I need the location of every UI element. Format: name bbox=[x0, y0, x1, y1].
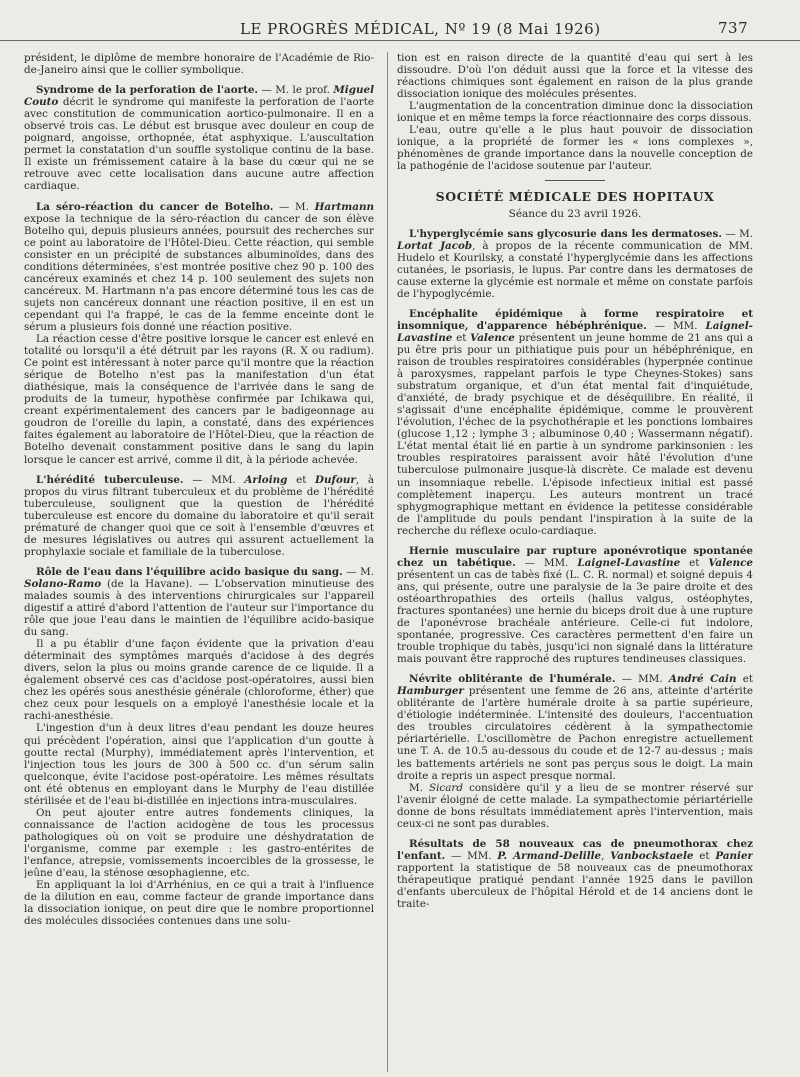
article-paragraph: On peut ajouter entre autres fondements cliniques, la connaissance de l'action acidogène de tous les processus pathologiques où on voit se produire une déshydratation de l'organisme, comme par exemple : les gastro-entérites de l'enfance, atrepsie, vomissements incoercibles de la grossesse, le jeûne d'eau, la sténose œsophagienne, etc. bbox=[24, 806, 374, 880]
article-body: considère qu'il y a lieu de se montrer réservé sur l'avenir éloigné de cette malade. La sympathectomie périartérielle donne de bons résultats immédiatement après l'intervention, mais ceux-ci ne sont pas durables. bbox=[397, 781, 753, 830]
author-name: Valence bbox=[708, 556, 753, 569]
author-name: Solano-Ramo bbox=[24, 577, 102, 590]
author-name: Lortat Jacob bbox=[397, 239, 473, 252]
paragraph-continuation: tion est en raison directe de la quantité d'eau qui sert à les dissoudre. D'où l'on déduit aussi que la force et la vitesse des réactions chimiques sont également en raison de la plus grande dissociation ionique des molécules présentes. bbox=[397, 52, 753, 101]
paragraph-continuation: président, le diplôme de membre honoraire de l'Académie de Rio-de-Janeiro ainsi que le collier symbolique. bbox=[24, 52, 374, 77]
article-eau bbox=[24, 566, 374, 638]
author-name: Hartmann bbox=[314, 200, 374, 213]
article-paragraph bbox=[397, 782, 753, 830]
article-hyperglycemie bbox=[397, 228, 753, 300]
article-paragraph: En appliquant la loi d'Arrhénius, en ce qui a trait à l'influence de la dilution en eau, comme facteur de grande importance dans la dissociation ionique, on peut dire que le nombre proportionnel des molécules dissociées contenues dans une solu- bbox=[24, 879, 374, 928]
header-rule bbox=[0, 40, 800, 41]
article-body: expose la technique de la séro-réaction du cancer de son élève Botelho qui, depuis plusieurs années, poursuit des recherches sur ce point au laboratoire de l'Hôtel-Dieu. Cette réaction, qui semble consister en un précipité de substances albuminoïdes, dans des conditions déterminées, s'est montrée positive chez 90 p. 100 des cancéreux examinés et chez 14 p. 100 seulement des sujets non cancéreux. M. Hartmann n'a pas encore déterminé tous les cas de sujets non cancéreux donnant une réaction positive, il en est un cependant qui l'a frappé, le cas de la femme enceinte dont le sérum a plusieurs fois donné une réaction positive. bbox=[24, 212, 374, 333]
article-paragraph: L'eau, outre qu'elle a le plus haut pouvoir de dissociation ionique, a la propriété de former les « ions complexes », phénomènes de grande importance dans la nouvelle conception de la pathogénie de l'acidose soutenue par l'auteur. bbox=[397, 124, 753, 173]
article-body: (de la Havane). — L'observation minutieuse des malades soumis à des interventions chirurgicales sur l'appareil digestif a attiré d'abord l'attention de l'auteur sur l'importance du rôle que joue l'eau dans le maintien de l'équilibre acido-basique du sang. bbox=[24, 577, 374, 639]
article-body: présentent un jeune homme de 21 ans qui a pu être pris pour un pithiatique puis pour un hébéphrénique, en raison de troubles respiratoires considérables (hyperpnée continue à paroxysmes, rappelant parfois le type Cheynes-Stokes) sans substratum organique, et d'un état mental fait d'inquiétude, d'anxiété, de brady psychique et de déséquilibre. En réalité, il s'agissait d'une encéphalite épidémique, comme le prouvèrent l'évolution, l'échec de la psychothérapie et les ponctions lombaires (glucose 1,12 ; lymphe 3 ; albuminose 0,40 ; Wassermann négatif). L'état mental était lié en partie à un syndrome parkinsonien : les troubles respiratoires paraissent avoir hâté l'évolution d'une tuberculose pulmonaire jusque-là discrète. Ce malade est devenu un insomniaque rebelle. L'épisode infectieux initial est passé complètement inaperçu. Les auteurs montrent un tracé sphygmographique mettant en évidence la petitesse considérable de l'amplitude du pouls pendant l'inspiration à la suite de la recherche du réflexe oculo-cardiaque. bbox=[397, 331, 753, 537]
text-run: — MM. bbox=[646, 319, 706, 332]
article-paragraph: L'ingestion d'un à deux litres d'eau pendant les douze heures qui précèdent l'opération, ainsi que l'application d'un goutte à goutte rectal (Murphy), immédiatement après l'intervention, et l'injection tous les jours de 300 à 500 cc. d'un sérum salin quelconque, évite l'acidose post-opératoire. Les mêmes résultats ont été obtenus en employant dans le Murphy de l'eau distillée stérilisée et de l'eau bi-distillée en injections intra-musculaires. bbox=[24, 722, 374, 807]
text-run: — M. bbox=[342, 565, 374, 578]
author-name: Dufour bbox=[315, 473, 356, 486]
article-hernie bbox=[397, 545, 753, 665]
article-title: Encéphalite épidémique à forme respiratoire et insomnique, d'apparence hébéphrénique. bbox=[397, 307, 753, 332]
article-body: décrit le syndrome qui manifeste la perforation de l'aorte avec constitution de communication aortico-pulmonaire. Il en a observé trois cas. Le début est brusque avec douleur en coup de poignard, angoisse, orthopnée, état asphyxique. L'auscultation permet la constatation d'un souffle systolique continu de la base. Il existe un frémissement cataire à la base du cœur qui ne se retrouve avec cette localisation dans aucune autre affection cardiaque. bbox=[24, 96, 374, 193]
text-run: — M. bbox=[273, 200, 315, 213]
left-column bbox=[24, 52, 374, 1074]
author-name: Miguel Couto bbox=[24, 84, 374, 109]
article-body: , à propos de la récente communication de MM. Hudelo et Kourilsky, a constaté l'hyperglycémie dans les affections cutanées, le psoriasis, le lupus. Par contre dans les dermatoses de cause externe la glycémie est normale et même on constate parfois de l'hypoglycémie. bbox=[397, 239, 753, 300]
running-title: LE PROGRÈS MÉDICAL, Nº 19 (8 Mai 1926) bbox=[240, 20, 601, 38]
article-aorta bbox=[24, 84, 374, 192]
text-run: et bbox=[452, 331, 471, 344]
article-body: rapportent la statistique de 58 nouveaux cas de pneumothorax thérapeutique pratiqué pendant l'année 1925 dans le pavillon d'enfants uberculeux de l'hôpital Hérold et de 14 anciens dont le traite- bbox=[397, 861, 753, 911]
text-run: , bbox=[601, 849, 611, 862]
article-botelho bbox=[24, 201, 374, 334]
article-paragraph: L'augmentation de la concentration diminue donc la dissociation ionique et en même temps la force réactionnaire des corps dissous. bbox=[397, 100, 753, 125]
right-column bbox=[397, 52, 753, 1074]
text-run: et bbox=[736, 673, 753, 686]
article-body: présentent une femme de 26 ans, atteinte d'artérite oblitérante de l'artère humérale droite à sa partie supérieure, d'étiologie indéterminée. L'intensité des douleurs, l'accentuation des troubles circulatoires cédèrent à la sympathectomie périartérielle. L'oscillomètre de Pachon enregistre actuellement une T. A. de 10.5 au-dessous du coude et de 12-7 au-dessus ; mais les battements artériels ne sont pas perçus sous le doigt. La main droite a repris un aspect presque normal. bbox=[397, 685, 753, 782]
page-header bbox=[0, 14, 800, 38]
article-title: La séro-réaction du cancer de Botelho. bbox=[36, 200, 274, 213]
text-run: — MM. bbox=[445, 849, 498, 862]
column-divider bbox=[387, 52, 388, 1072]
article-body: présentent un cas de tabès fixé (L. C. R. normal) et soigné depuis 4 ans, qui présente, outre une paralysie de la 3e paire droite et des ostéoarthropathies des orteils (hallus valgus, ostéophytes, fractures spontanées) une hernie du biceps droit due à une rupture de l'aponévrose brachéale antérieure. Celle-ci fut indolore, spontanée, progressive. Ces caractères permettent d'en faire un trouble trophique du tabès, jusqu'ici non signalé dans la littérature mais pouvant être rapproché des ruptures tendineuses classiques. bbox=[397, 568, 753, 666]
author-name: Sicard bbox=[429, 781, 463, 794]
page-number: 737 bbox=[718, 19, 749, 37]
author-name: Laignel-Lavastine bbox=[577, 556, 681, 569]
author-name: Panier bbox=[715, 849, 753, 862]
article-body: , à propos du virus filtrant tuberculeux et du problème de l'hérédité tuberculeuse, soulignent que la question de l'hérédité tuberculeuse est encore du domaine du laboratoire et qu'il serait prématuré de changer quoi que ce soit à l'ensemble d'œuvres et de mesures législatives ou autres qui assurent actuellement la prophylaxie sociale et familiale de la tuberculose. bbox=[24, 473, 374, 558]
article-title: Hernie musculaire par rupture aponévrotique spontanée chez un tabétique. bbox=[397, 544, 753, 569]
article-pneumothorax bbox=[397, 838, 753, 910]
author-name: P. Armand-Delille bbox=[497, 849, 602, 862]
text-run: — MM. bbox=[183, 473, 245, 486]
article-paragraph: Il a pu établir d'une façon évidente que la privation d'eau déterminait des symptômes marqués d'acidose à des degrés divers, selon la plus ou moins grande carence de ce liquide. Il a également observé ces cas d'acidose post-opératoires, aussi bien chez les opérés sous anesthésie générale (chloroforme, éther) que chez ceux pour lesquels on a employé l'anesthésie locale et la rachi-anesthésie. bbox=[24, 638, 374, 723]
article-title: Syndrome de la perforation de l'aorte. bbox=[36, 84, 259, 97]
session-date: Séance du 23 avril 1926. bbox=[508, 207, 642, 220]
article-heredite bbox=[24, 474, 374, 558]
author-name: Vanbockstaele bbox=[610, 849, 694, 862]
text-run: et bbox=[680, 556, 709, 569]
section-title: SOCIÉTÉ MÉDICALE DES HOPITAUX bbox=[435, 189, 715, 205]
article-title: Névrite oblitérante de l'humérale. bbox=[409, 673, 616, 686]
text-run: — MM. bbox=[615, 673, 669, 686]
article-title: Résultats de 58 nouveaux cas de pneumothorax chez l'enfant. bbox=[397, 837, 753, 862]
text-run: — M. bbox=[721, 227, 753, 240]
text-run: et bbox=[287, 473, 316, 486]
text-run: et bbox=[693, 849, 716, 862]
text-run: — M. le prof. bbox=[258, 84, 334, 97]
article-title: L'hérédité tuberculeuse. bbox=[36, 473, 184, 486]
author-name: André Cain bbox=[668, 673, 737, 686]
article-encephalite bbox=[397, 308, 753, 537]
author-name: Laignel-Lavastine bbox=[397, 319, 753, 344]
author-name: Hamburger bbox=[397, 685, 464, 698]
text-run: M. bbox=[409, 781, 430, 794]
article-nevrite bbox=[397, 673, 753, 781]
text-run: — MM. bbox=[515, 556, 578, 569]
article-paragraph: La réaction cesse d'être positive lorsque le cancer est enlevé en totalité ou lorsqu'il a été détruit par les rayons (R. X ou radium). Ce point est intéressant à noter parce qu'il montre que la réaction sérique de Botelho n'est pas la manifestation d'un état diathésique, mais la conséquence de l'arrivée dans le sang de produits de la tumeur, hypothèse confirmée par Ichikawa qui, creant expérimentalement des cancers par le badigeonnage au goudron de l'oreille du lapin, a constaté, dans des expériences faites également au laboratoire de l'Hôtel-Dieu, que la réaction de Botelho devenait constamment positive dans le sang du lapin lorsque le cancer est arrivé, comme il dit, à la période achevée. bbox=[24, 333, 374, 466]
author-name: Valence bbox=[470, 331, 515, 344]
article-title: Rôle de l'eau dans l'équilibre acido basique du sang. bbox=[36, 565, 343, 578]
section-divider bbox=[545, 180, 605, 181]
article-title: L'hyperglycémie sans glycosurie dans les dermatoses. bbox=[409, 227, 722, 240]
author-name: Arloing bbox=[244, 473, 288, 486]
